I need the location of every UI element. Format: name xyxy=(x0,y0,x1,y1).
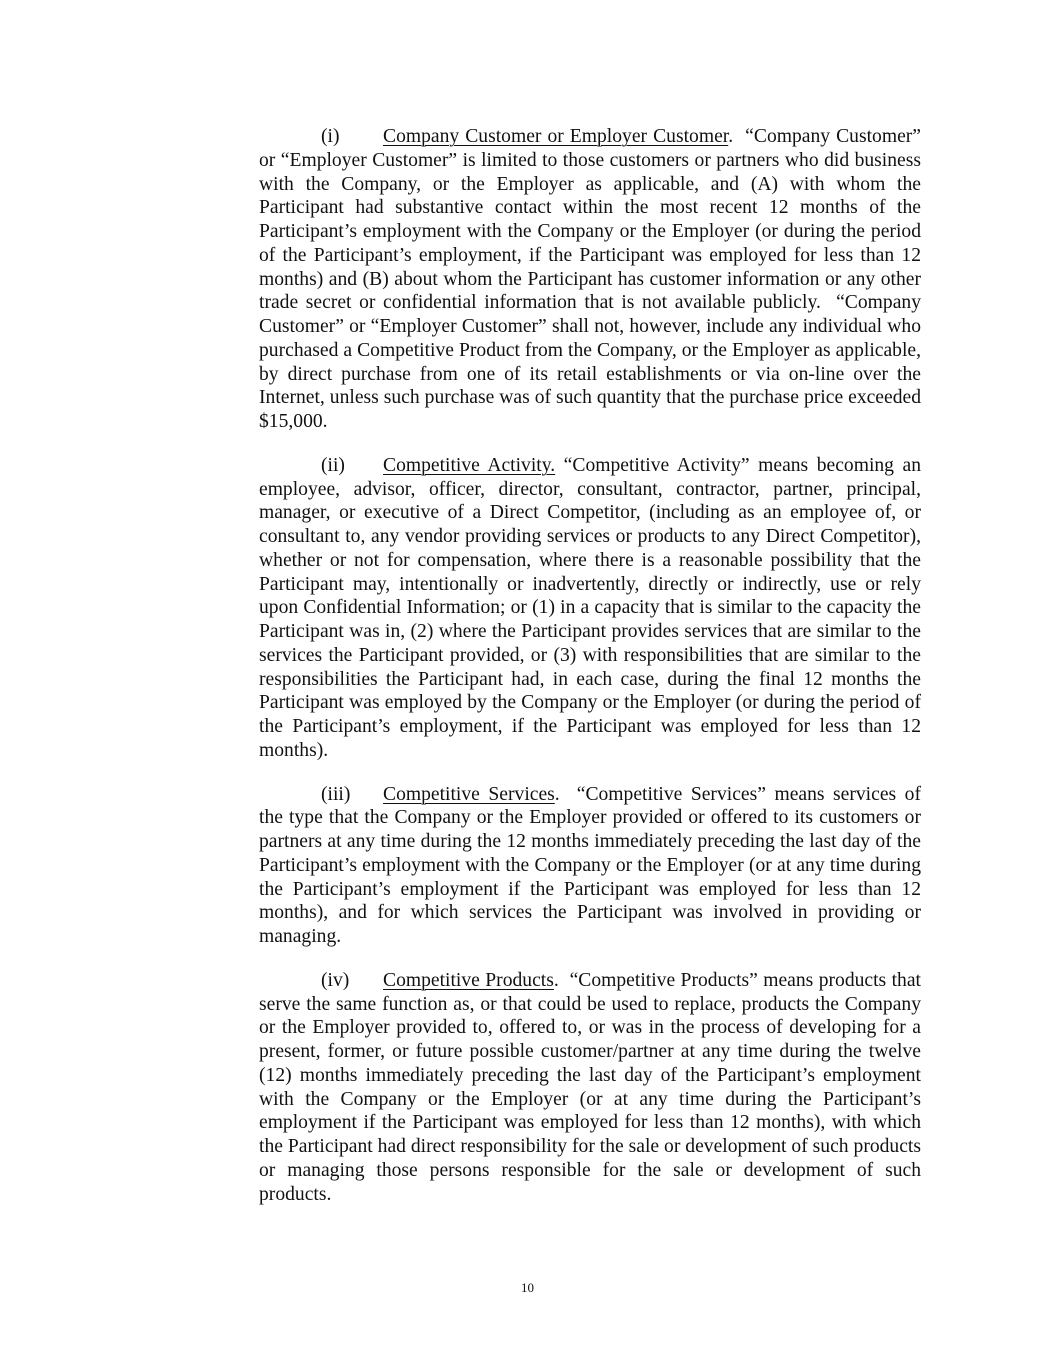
paragraph-number: (iv) xyxy=(321,969,350,991)
paragraph-number: (ii) xyxy=(321,454,345,476)
paragraph-text: “Competitive Services” means services of the type that the Company or the Employer provided or offered to its customers or partners at any time during the 12 months immediately preceding the last day of the Participant’s employment with the Company or the Employer (or at any time during the Participant’s employment if the Participant was employed for less than 12 months), and for which services the Participant was involved in providing or managing. xyxy=(259,783,926,947)
paragraph-competitive-products xyxy=(259,969,926,1207)
paragraph-number: (iii) xyxy=(321,783,351,805)
page-number: 10 xyxy=(521,1280,534,1295)
paragraph-competitive-services xyxy=(259,783,926,949)
paragraph-text: “Competitive Activity” means becoming an employee, advisor, officer, director, consultant, contractor, partner, principal, manager, or executive of a Direct Competitor, (including as an employee of, or consultant to, any vendor providing services or products to any Direct Competitor), whether or not for compensation, where there is a reasonable possibility that the Participant may, intentionally or inadvertently, directly or indirectly, use or rely upon Confidential Information; or (1) in a capacity that is similar to the capacity the Participant was in, (2) where the Participant provides services that are similar to the services the Participant provided, or (3) with responsibilities that are similar to the responsibilities the Participant had, in each case, during the final 12 months the Participant was employed by the Company or the Employer (or during the period of the Participant’s employment, if the Participant was employed for less than 12 months). xyxy=(259,454,926,761)
heading-punctuation: . xyxy=(554,783,560,805)
paragraph-competitive-activity xyxy=(259,454,926,763)
paragraph-text: “Company Customer” or “Employer Customer” is limited to those customers or partners who did business with the Company, or the Employer as applicable, and (A) with whom the Participant had substantive contact within the most recent 12 months of the Participant’s employment with the Company or the Employer (or during the period of the Participant’s employment, if the Participant was employed for less than 12 months) and (B) about whom the Participant has customer information or any other trade secret or confidential information that is not available publicly. “Company Customer” or “Employer Customer” shall not, however, include any individual who purchased a Competitive Product from the Company, or the Employer as applicable, by direct purchase from one of its retail establishments or via on-line over the Internet, unless such purchase was of such quantity that the purchase price exceeded $15,000. xyxy=(259,126,926,432)
paragraph-heading: Company Customer or Employer Customer xyxy=(383,126,729,147)
paragraph-number: (i) xyxy=(321,126,340,147)
paragraph-text: “Competitive Products” means products that serve the same function as, or that could be used to replace, products the Company or the Employer provided to, offered to, or was in the process of developing for a present, former, or future possible customer/partner at any time during the twelve (12) months immediately preceding the last day of the Participant’s employment with the Company or the Employer (or at any time during the Participant’s employment if the Participant was employed for less than 12 months), with which the Participant had direct responsibility for the sale or development of such products or managing those persons responsible for the sale or development of such products. xyxy=(259,969,926,1205)
paragraph-heading: Competitive Activity. xyxy=(383,454,556,476)
heading-punctuation: . xyxy=(553,969,559,991)
paragraph-heading: Competitive Services xyxy=(383,783,555,805)
paragraph-heading: Competitive Products xyxy=(383,969,554,991)
document-body xyxy=(259,125,926,1226)
paragraph-company-customer xyxy=(259,125,926,434)
heading-punctuation: . xyxy=(728,126,734,147)
